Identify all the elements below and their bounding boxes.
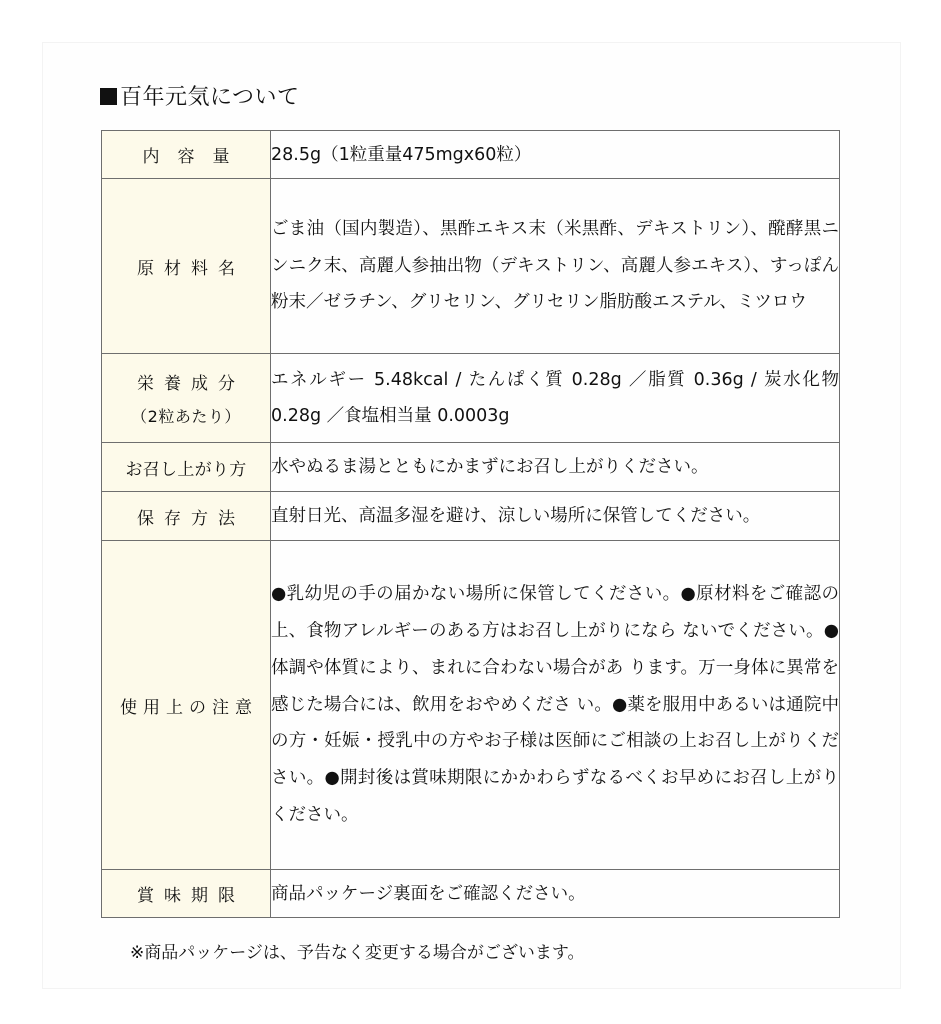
row-label [102, 492, 271, 541]
row-label [102, 131, 271, 179]
row-label [102, 443, 271, 492]
row-value: ごま油（国内製造）、黒酢エキス末（米黒酢、デキストリン）、醗酵黒ニンニク末、高麗人参抽出物（デキストリン、高麗人参エキス）、すっぽん粉末／ゼラチン、グリセリン、グリセリン脂肪酸エステル、ミツロウ [271, 179, 840, 354]
table-row-storage [102, 492, 840, 541]
row-label-text: 栄養成分 [137, 374, 245, 394]
table-row-content-amount [102, 131, 840, 179]
row-label-subtext: （2粒あたり） [131, 407, 241, 426]
row-label-text: 内容量 [142, 147, 248, 167]
row-label-text: 賞味期限 [137, 886, 245, 906]
row-label-text: 原材料名 [137, 258, 245, 279]
table-row-ingredients [102, 179, 840, 354]
footnote: ※商品パッケージは、予告なく変更する場合がございます。 [130, 943, 585, 963]
row-label-text: お召し上がり方 [125, 459, 247, 480]
row-value: 28.5g（1粒重量475mgx60粒） [271, 131, 840, 179]
row-label [102, 870, 271, 918]
table-row-how-to-take [102, 443, 840, 492]
row-label [102, 541, 271, 870]
section-heading [100, 80, 300, 111]
table-row-nutrition [102, 354, 840, 443]
row-value: ●乳幼児の手の届かない場所に保管してください。●原材料をご確認の上、食物アレルギーのある方はお召し上がりになら ないでください。●体調や体質により、まれに合わない場合があ ります。万一身体に異常を感じた場合には、飲用をおやめくださ い。●薬を服用中あるいは通院中の方・妊娠・授乳中の方やお子様は医師にご相談の上お召し上がりください。●開封後は賞味期限にかかわらずなるべくお早めにお召し上がりください。 [271, 541, 840, 870]
row-label [102, 179, 271, 354]
table-row-best-before [102, 870, 840, 918]
row-value: 商品パッケージ裏面をご確認ください。 [271, 870, 840, 918]
square-bullet-icon [100, 88, 117, 105]
row-label-text: 保存方法 [137, 508, 245, 529]
section-heading-text: 百年元気について [120, 85, 300, 110]
row-label [102, 354, 271, 443]
row-value: 水やぬるま湯とともにかまずにお召し上がりください。 [271, 443, 840, 492]
row-value: エネルギー 5.48kcal / たんぱく質 0.28g ／脂質 0.36g / 炭水化物 0.28g ／食塩相当量 0.0003g [271, 354, 840, 443]
row-value: 直射日光、高温多湿を避け、涼しい場所に保管してください。 [271, 492, 840, 541]
table-row-precautions [102, 541, 840, 870]
row-label-text: 使用上の注意 [120, 697, 258, 718]
product-info-table [101, 130, 840, 918]
